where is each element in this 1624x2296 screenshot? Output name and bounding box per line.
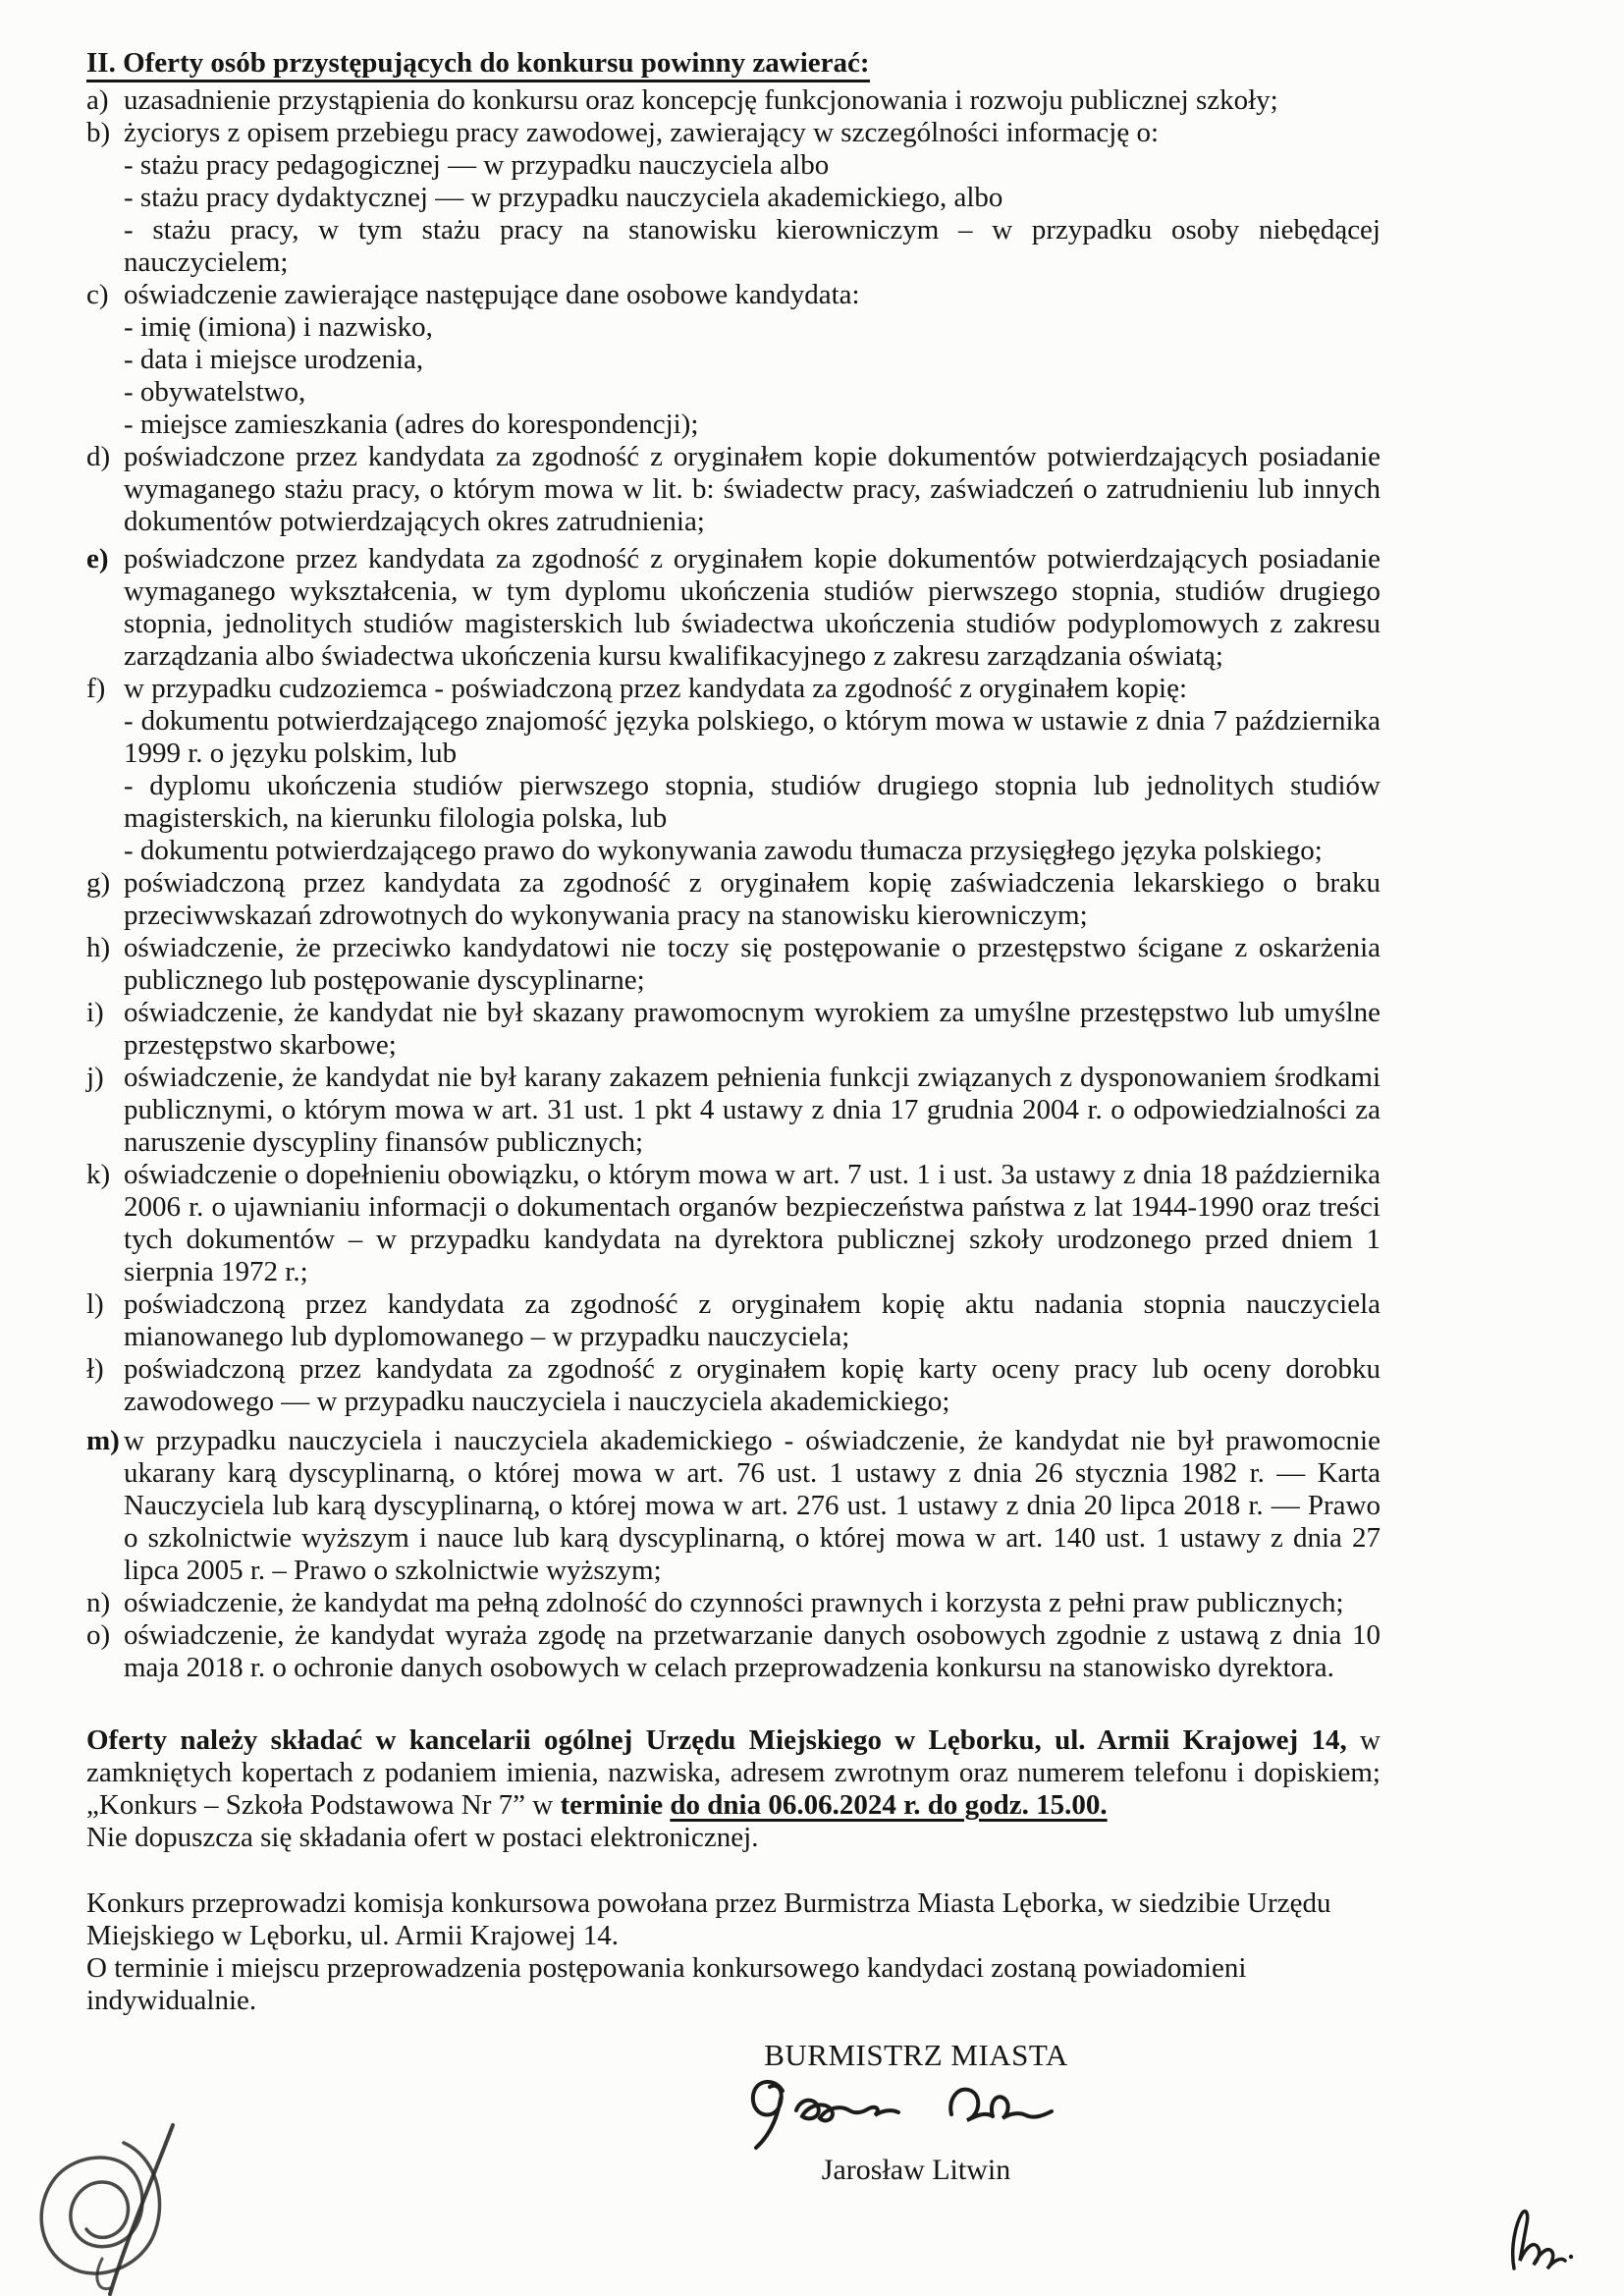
signature-block (739, 2039, 1093, 2186)
item-text: poświadczoną przez kandydata za zgodność z oryginałem kopię karty oceny pracy lub oceny dorobku zawodowego — w przypadku nauczyciela i nauczyciela akademickiego; (124, 1353, 1380, 1417)
list-item-c (86, 279, 1380, 441)
item-label: j) (86, 1062, 104, 1093)
sub-item: - stażu pracy pedagogicznej — w przypadku nauczyciela albo (124, 149, 830, 181)
list-item-d (86, 441, 1380, 538)
item-text: oświadczenie, że przeciwko kandydatowi nie toczy się postępowanie o przestępstwo ścigane z oskarżenia publicznego lub postępowanie dyscyplinarne; (124, 932, 1380, 996)
sub-item: - dyplomu ukończenia studiów pierwszego stopnia, studiów drugiego stopnia lub jednolitych studiów magisterskich, na kierunku filologia polska, lub (124, 770, 1380, 834)
item-label: b) (86, 117, 111, 148)
item-text: oświadczenie, że kandydat nie był karany zakazem pełnienia funkcji związanych z dysponowaniem środkami publicznymi, o którym mowa w art. 31 ust. 1 pkt 4 ustawy z dnia 17 grudnia 2004 r. o odpowiedzialności za naruszenie dyscypliny finansów publicznych; (124, 1062, 1380, 1158)
document-body (86, 47, 1380, 2186)
signatory-title: BURMISTRZ MIASTA (764, 2038, 1068, 2072)
handwritten-initials-bottom-right (1490, 2200, 1589, 2293)
item-label: m) (86, 1425, 120, 1456)
sub-item: - stażu pracy, w tym stażu pracy na stanowisku kierowniczym – w przypadku osoby niebędącej nauczycielem; (124, 214, 1380, 278)
handwritten-signature (739, 2073, 1112, 2154)
item-text: życiorys z opisem przebiegu pracy zawodowej, zawierający w szczególności informację o: (124, 117, 1160, 148)
list-item-e (86, 543, 1380, 673)
submission-bold-intro: Oferty należy składać w kancelarii ogólnej Urzędu Miejskiego w Lęborku, ul. Armii Krajowej 14, (86, 1724, 1347, 1756)
item-label: c) (86, 279, 109, 310)
sub-item: - dokumentu potwierdzającego prawo do wykonywania zawodu tłumacza przysięgłego języka polskiego; (124, 835, 1323, 866)
sub-item: - imię (imiona) i nazwisko, (124, 311, 433, 343)
item-label: o) (86, 1619, 111, 1651)
item-text: w przypadku nauczyciela i nauczyciela akademickiego - oświadczenie, że kandydat nie był prawomocnie ukarany karą dyscyplinarną, o której mowa w art. 76 ust. 1 ustawy z dnia 26 stycznia 1982 r. — Karta Nauczyciela lub karą dyscyplinarną, o której mowa w art. 276 ust. 1 ustawy z dnia 20 lipca 2018 r. — Prawo o szkolnictwie wyższym i nauce lub karą dyscyplinarną, o której mowa w art. 140 ust. 1 ustawy z dnia 27 lipca 2005 r. – Prawo o szkolnictwie wyższym; (124, 1425, 1380, 1586)
no-electronic-note: Nie dopuszcza się składania ofert w postaci elektronicznej. (86, 1822, 759, 1853)
section-heading-text: II. Oferty osób przystępujących do konkursu powinny zawierać: (86, 47, 870, 82)
item-label: d) (86, 441, 111, 472)
item-label: a) (86, 84, 109, 116)
submission-section (86, 1724, 1380, 1854)
handwritten-paraph-bottom-left (6, 2111, 222, 2296)
sub-item: - data i miejsce urodzenia, (124, 344, 424, 375)
item-text: poświadczoną przez kandydata za zgodność z oryginałem kopię aktu nadania stopnia nauczyciela mianowanego lub dyplomowanego – w przypadku nauczyciela; (124, 1288, 1380, 1352)
item-label: n) (86, 1587, 111, 1618)
item-text: poświadczoną przez kandydata za zgodność z oryginałem kopię zaświadczenia lekarskiego o braku przeciwwskazań zdrowotnych do wykonywania pracy na stanowisku kierowniczym; (124, 867, 1380, 931)
item-text: oświadczenie, że kandydat ma pełną zdolność do czynności prawnych i korzysta z pełni praw publicznych; (124, 1587, 1344, 1618)
item-text: oświadczenie, że kandydat nie był skazany prawomocnym wyrokiem za umyślne przestępstwo lub umyślne przestępstwo skarbowe; (124, 997, 1380, 1061)
item-text: oświadczenie zawierające następujące dane osobowe kandydata: (124, 279, 860, 310)
notification-paragraph: O terminie i miejscu przeprowadzenia postępowania konkursowego kandydaci zostaną powiadomieni indywidualnie. (86, 1952, 1247, 2016)
sub-item: - stażu pracy dydaktycznej — w przypadku nauczyciela akademickiego, albo (124, 182, 1003, 213)
sub-item: - obywatelstwo, (124, 376, 306, 408)
list-item-a (86, 84, 1380, 117)
item-text: oświadczenie, że kandydat wyraża zgodę na przetwarzanie danych osobowych zgodnie z ustawą z dnia 10 maja 2018 r. o ochronie danych osobowych w celach przeprowadzenia konkursu na stanowisko dyrektora. (124, 1619, 1380, 1683)
item-label: k) (86, 1159, 111, 1190)
item-label: l) (86, 1288, 104, 1320)
list-item-j (86, 1062, 1380, 1159)
item-label: e) (86, 543, 109, 574)
item-text: w przypadku cudzoziemca - poświadczoną przez kandydata za zgodność z oryginałem kopię: (124, 673, 1188, 704)
submission-paragraph (86, 1724, 1380, 1822)
list-item-f (86, 673, 1380, 867)
item-text: poświadczone przez kandydata za zgodność z oryginałem kopie dokumentów potwierdzających posiadanie wymaganego wykształcenia, w tym dyplomu ukończenia studiów pierwszego stopnia, studiów drugiego stopnia, jednolitych studiów magisterskich lub świadectwa ukończenia studiów podyplomowych z zakresu zarządzania albo świadectwa ukończenia kursu kwalifikacyjnego z zakresu zarządzania oświatą; (124, 543, 1380, 672)
sub-item: - dokumentu potwierdzającego znajomość języka polskiego, o którym mowa w ustawie z dnia 7 października 1999 r. o języku polskim, lub (124, 705, 1380, 769)
item-label: i) (86, 997, 104, 1028)
list-item-l-stroke (86, 1353, 1380, 1418)
list-item-l (86, 1288, 1380, 1353)
list-item-h (86, 932, 1380, 997)
item-label: f) (86, 673, 106, 704)
list-item-m (86, 1425, 1380, 1587)
committee-paragraph: Konkurs przeprowadzi komisja konkursowa powołana przez Burmistrza Miasta Lęborka, w siedzibie Urzędu Miejskiego w Lęborku, ul. Armii Krajowej 14. (86, 1887, 1331, 1951)
list-item-n (86, 1587, 1380, 1619)
item-text: uzasadnienie przystąpienia do konkursu oraz koncepcję funkcjonowania i rozwoju publicznej szkoły; (124, 84, 1278, 116)
list-item-k (86, 1159, 1380, 1288)
submission-deadline: do dnia 06.06.2024 r. do godz. 15.00. (670, 1789, 1108, 1821)
item-label: g) (86, 867, 111, 899)
list-item-i (86, 997, 1380, 1062)
list-item-o (86, 1619, 1380, 1684)
sub-item: - miejsce zamieszkania (adres do korespondencji); (124, 409, 699, 440)
signatory-name: Jarosław Litwin (821, 2154, 1011, 2186)
submission-terminie: terminie (560, 1789, 671, 1821)
item-text: oświadczenie o dopełnieniu obowiązku, o którym mowa w art. 7 ust. 1 i ust. 3a ustawy z dnia 18 października 2006 r. o ujawnianiu informacji o dokumentach organów bezpieczeństwa państwa z lat 1944-1990 oraz treści tych dokumentów – w przypadku kandydata na dyrektora publicznej szkoły urodzonego przed dniem 1 sierpnia 1972 r.; (124, 1159, 1380, 1287)
committee-section (86, 1887, 1380, 2017)
item-label: h) (86, 932, 111, 963)
item-text: poświadczone przez kandydata za zgodność z oryginałem kopie dokumentów potwierdzających posiadanie wymaganego stażu pracy, o którym mowa w lit. b: świadectw pracy, zaświadczeń o zatrudnieniu lub innych dokumentów potwierdzających okres zatrudnienia; (124, 441, 1380, 537)
list-item-b (86, 117, 1380, 279)
list-item-g (86, 867, 1380, 932)
item-label: ł) (86, 1353, 104, 1385)
submission-normal-text: w zamkniętych kopertach z podaniem imienia, nazwiska, adresem zwrotnym oraz numerem telefonu i dopiskiem; „Konkurs – Szkoła Podstawowa Nr 7” w (86, 1724, 1380, 1821)
section-heading (86, 47, 1380, 80)
